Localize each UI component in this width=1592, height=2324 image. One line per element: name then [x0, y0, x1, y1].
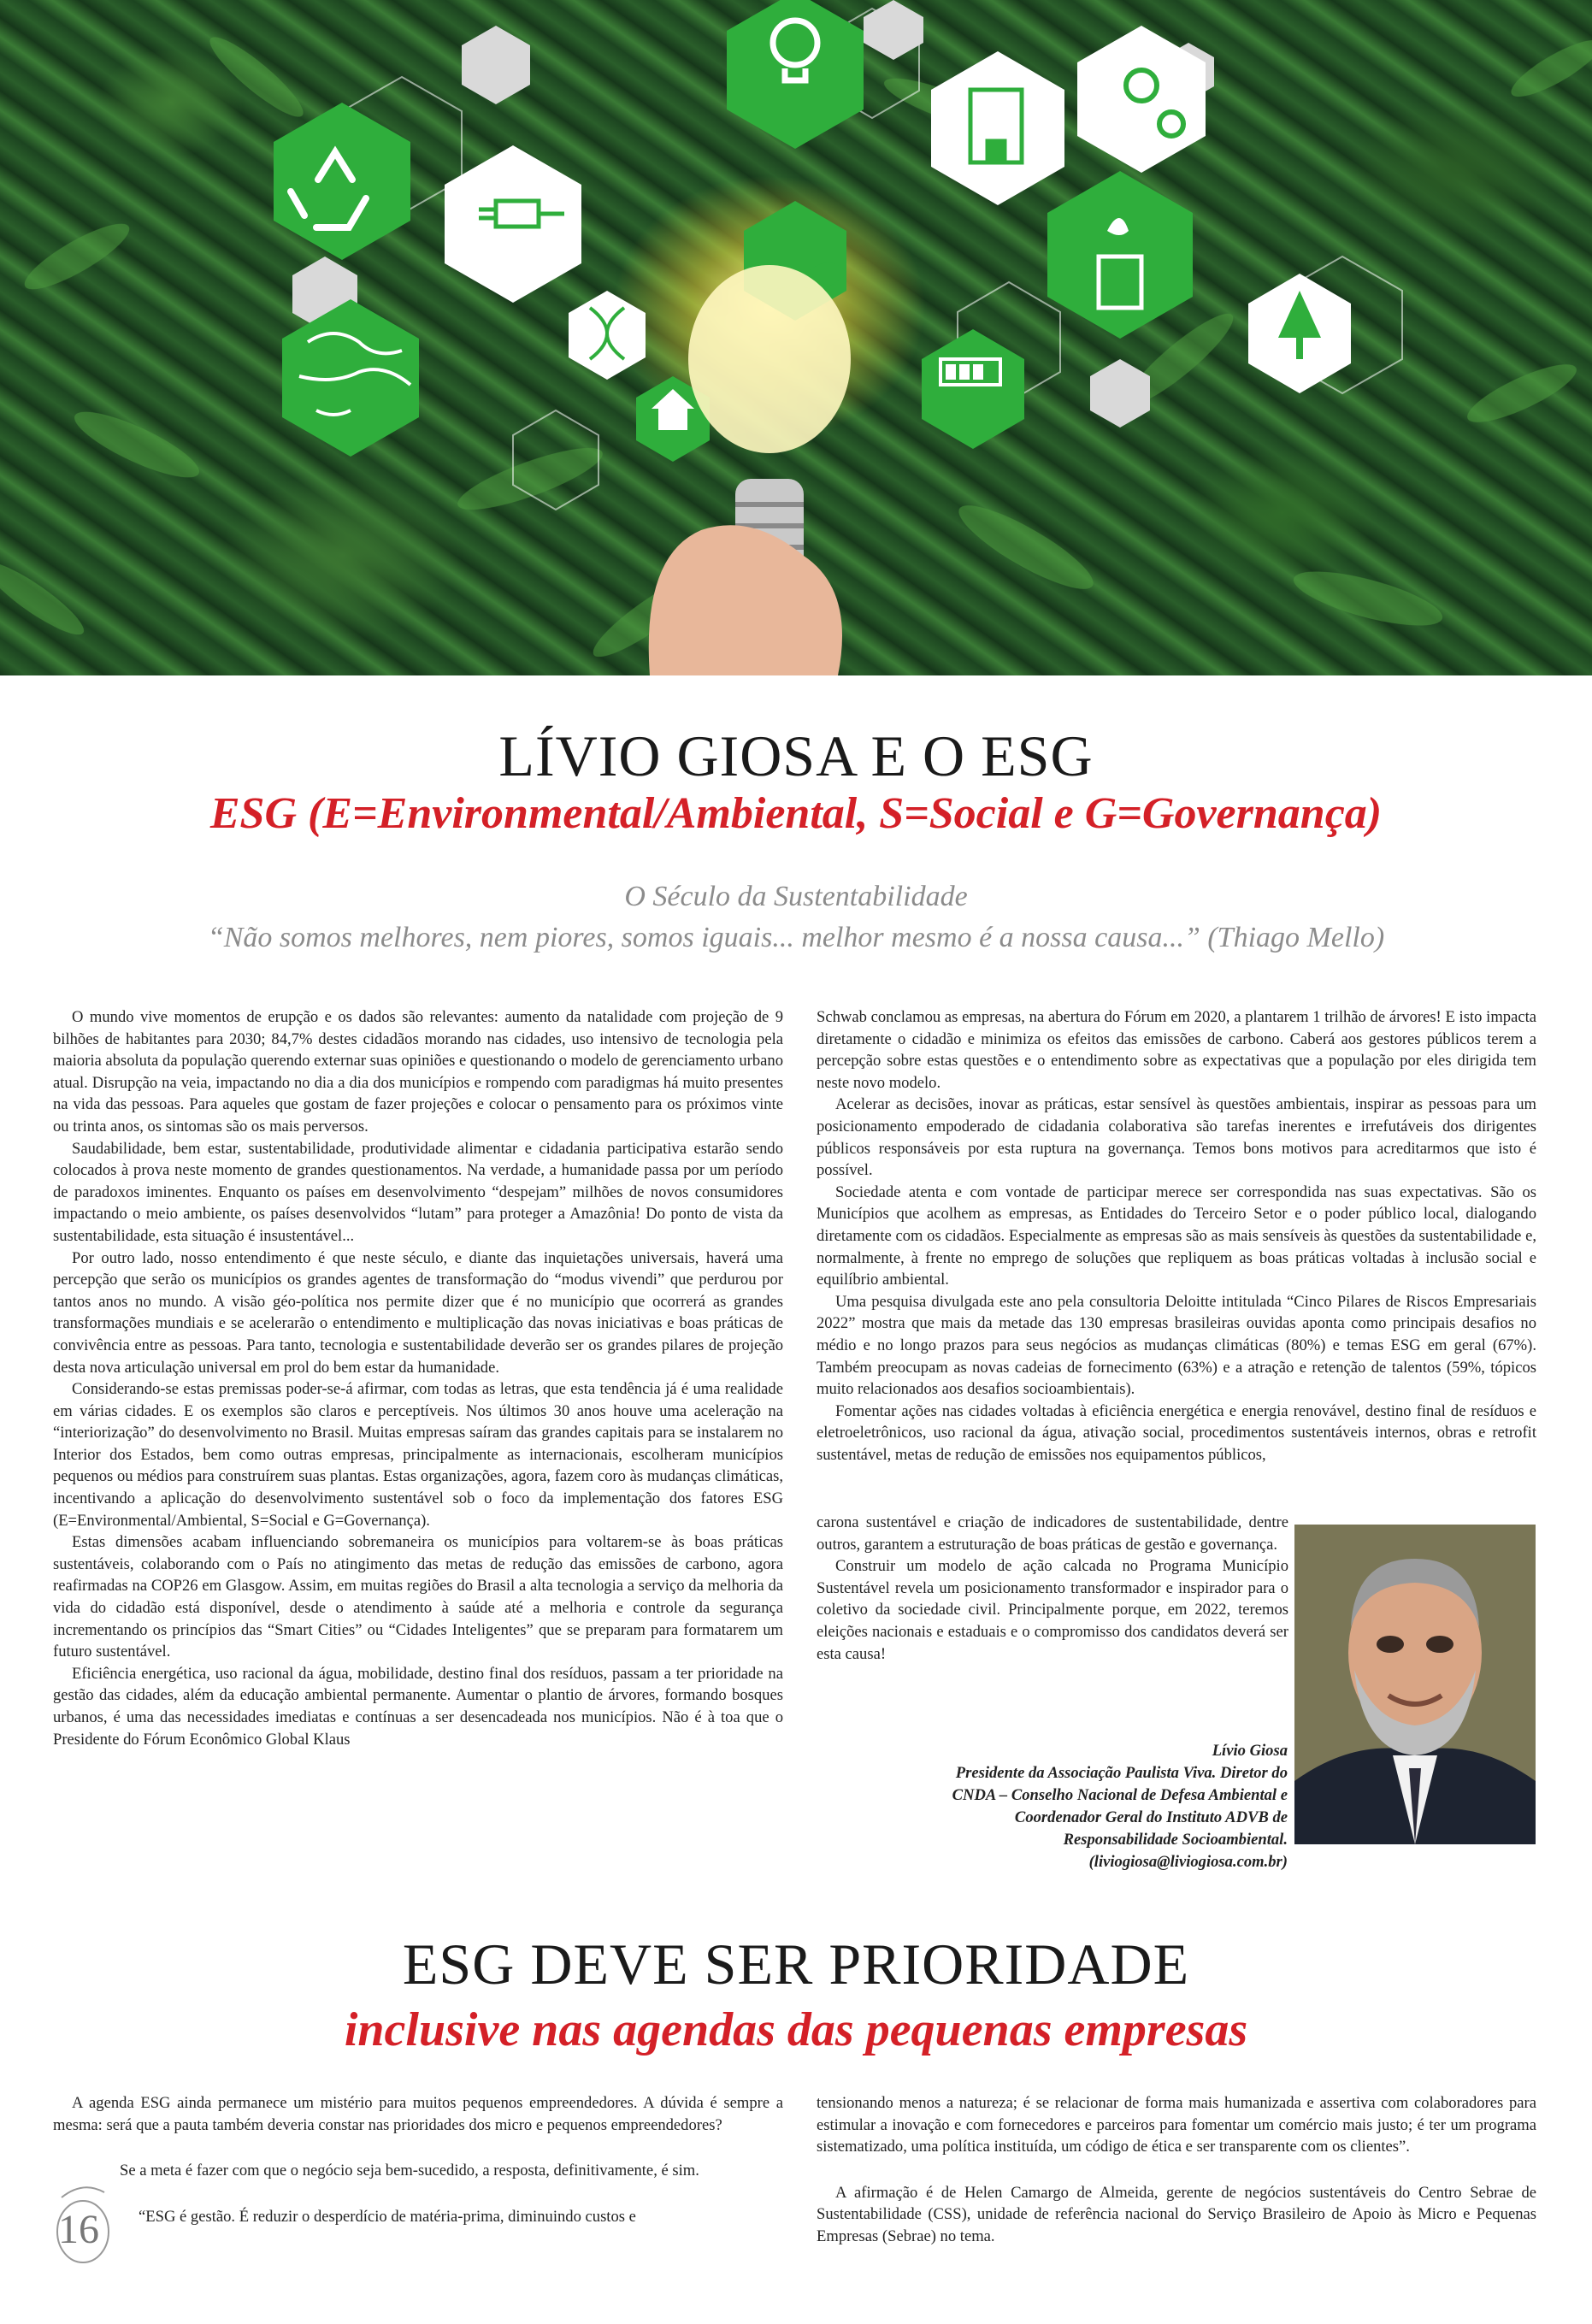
paragraph: Sociedade atenta e com vontade de participar merece ser correspondida nas suas expectativas. São os Municípios que acolhem as empresas, as Entidades do Terceiro Setor e o poder público local, dialogando diretamente com os cidadãos. Especialmente as empresas são as mais sensíveis às questões da sustentabilidade e, normalmente, à frente no emprego de soluções que repliquem as boas práticas voltadas à inclusão social e equilíbrio ambiental. [817, 1183, 1536, 1289]
paragraph: A afirmação é de Helen Camargo de Almeida, gerente de negócios sustentáveis do Centro Sebrae de Sustentabilidade (CSS), unidade de referência nacional do Serviço Brasileiro de Apoio às Micro e Pequenas Empresas (Sebrae) no tema. [817, 2183, 1536, 2245]
article1-title: LÍVIO GIOSA E O ESG [498, 723, 1094, 788]
paragraph: Uma pesquisa divulgada este ano pela consultoria Deloitte intitulada “Cinco Pilares de Riscos Empresariais 2022” mostra que mais da metade das 130 empresas brasileiras ouvidas aponta como principais desafios no médio e no longo prazos para seus negócios as mudanças climáticas (80%) e temas ESG em geral (67%). Também preocupam as novas cadeias de fornecimento (63%) e a atração e retenção de talentos (59%, tópicos muito relacionados aos desafios socioambientais). [817, 1292, 1536, 1399]
article1-column-left [53, 1006, 783, 1750]
article2-column-left [53, 2092, 783, 2227]
article1-column-right-wrap [817, 1512, 1288, 1665]
paragraph: Schwab conclamou as empresas, na abertura do Fórum em 2020, a plantarem 1 trilhão de árvores! E isto impacta diretamente o cidadão e minimiza os efeitos das emissões de carbono. Caberá aos gestores públicos terem a percepção sobre estas questões e o entendimento sobre as expectativas que a população por eles dirigida tem neste novo modelo. [817, 1008, 1536, 1092]
author-name: Lívio Giosa [1212, 1742, 1288, 1760]
page-number-badge [53, 2172, 113, 2266]
paragraph: Considerando-se estas premissas poder-se-á afirmar, com todas as letras, que esta tendência já é uma realidade em várias cidades. E os exemplos são claros e perceptíveis. Nos últimos 30 anos houve uma aceleração na “interiorização” do desenvolvimento no Brasil. Muitas empresas saíram das grandes capitais para se instalarem no Interior dos Estados, bem como outras empresas, principalmente as internacionais, escolheram municípios pequenos ou médios para construírem suas plantas. Estas organizações, agora, fazem coro às mudanças climáticas, incentivando a aplicação do desenvolvimento sustentável sob o foco da implementação dos fatores ESG (E=Environmental/Ambiental, S=Social e G=Governança). [53, 1380, 783, 1530]
article1-kicker: O Século da Sustentabilidade [624, 881, 968, 912]
paragraph: Construir um modelo de ação calcada no Programa Município Sustentável revela um posicionamento transformador e inspirador para o coletivo da sociedade civil. Principalmente porque, em 2022, teremos eleições nacionais e estaduais e o compromisso dos candidatos deverá ser esta causa! [817, 1557, 1288, 1663]
paragraph: Fomentar ações nas cidades voltadas à eficiência energética e energia renovável, destino final de resíduos e eletroeletrônicos, uso racional da água, ativação social, procedimentos sustentáveis internos, obras e retrofit sustentável, metas de redução de emissões nos equipamentos públicos, [817, 1401, 1536, 1464]
author-email: (liviogiosa@liviogiosa.com.br) [1088, 1853, 1288, 1871]
hand-with-lightbulb [649, 265, 851, 675]
paragraph: Saudabilidade, bem estar, sustentabilidade, produtividade alimentar e cidadania participativa estarão sendo colocados à prova neste momento de grandes questionamentos. Na verdade, a humanidade passa por um período de paradoxos iminentes. Enquanto os países em desenvolvimento “despejam” milhões de novos consumidores impactando o meio ambiente, os países desenvolvidos “lutam” para proteger a Amazônia! Do ponto de vista da sustentabilidade, esta situação é insustentável... [53, 1139, 783, 1245]
paragraph: Por outro lado, nosso entendimento é que neste século, e diante das inquietações universais, haverá uma percepção que serão os municípios os grandes agentes de transformação do “modus vivendi” que perdurou por tantos anos no mundo. A visão géo-política nos permite dizer que é no município que ocorrerá as grandes transformações mundiais e se acelerarão o entendimento e multiplicação das novas iniciativas e boas práticas de convivência entre as pessoas. Para tanto, tecnologia e sustentabilidade deverão ser os grandes pilares de projeção desta nova articulação universal em prol do bem estar da humanidade. [53, 1248, 783, 1377]
article1-quote: “Não somos melhores, nem piores, somos iguais... melhor mesmo é a nossa causa...” (Thiago Mello) [207, 922, 1385, 953]
page-number: 16 [58, 2207, 99, 2252]
author-role: Presidente da Associação Paulista Viva. Diretor do [955, 1764, 1288, 1782]
article2-column-right [817, 2092, 1536, 2248]
author-signature [769, 1740, 1288, 1873]
paragraph: A agenda ESG ainda permanece um mistério para muitos pequenos empreendedores. A dúvida é sempre a mesma: será que a pauta também deveria constar nas prioridades dos micro e pequenos empreendedores? [53, 2094, 783, 2134]
article2-subtitle: inclusive nas agendas das pequenas empresas [344, 2003, 1248, 2056]
paragraph: Se a meta é fazer com que o negócio seja bem-sucedido, a resposta, definitivamente, é sim. [120, 2162, 699, 2180]
hero-image [0, 0, 1592, 675]
paragraph: carona sustentável e criação de indicadores de sustentabilidade, dentre outros, garantem a estruturação de boas práticas de gestão e governança. [817, 1513, 1288, 1554]
paragraph: O mundo vive momentos de erupção e os dados são relevantes: aumento da natalidade com projeção de 9 bilhões de habitantes para 2030; 84,7% destes cidadãos morando nas cidades, uso intensivo de tecnologia pela maioria absoluta da população querendo externar suas opiniões e questionando o modelo de gerenciamento urbano atual. Disrupção na veia, impactando no dia a dia dos municípios e rompendo com paradigmas há muito presentes na vida das pessoas. Para aqueles que gostam de fazer projeções e colocar o pensamento para os próximos vinte ou trinta anos, os sintomas são os mais perversos. [53, 1008, 783, 1135]
author-role: Responsabilidade Socioambiental. [1063, 1831, 1288, 1849]
author-role: Coordenador Geral do Instituto ADVB de [1014, 1808, 1288, 1826]
author-role: CNDA – Conselho Nacional de Defesa Ambiental e [952, 1786, 1288, 1804]
paragraph: Estas dimensões acabam influenciando sobremaneira os municípios para voltarem-se às boas práticas sustentáveis, colaborando com o País no atingimento das metas de redução das emissões de carbono, agora reafirmadas na COP26 em Glasgow. Assim, em muitas regiões do Brasil a alta tecnologia a serviço da melhoria da vida do cidadão está disponível, desde o atendimento à saúde até a melhoria e controle da segurança incrementando os princípios das “Smart Cities” ou “Cidades Inteligentes” que se preparam para formatarem um futuro sustentável. [53, 1533, 783, 1661]
eco-icons-illustration [0, 0, 1592, 675]
paragraph: Eficiência energética, uso racional da água, mobilidade, destino final dos resíduos, passam a ter prioridade na gestão das cidades, além da educação ambiental permanente. Aumentar o plantio de árvores, formando bosques urbanos, é uma das necessidades imediatas e contínuas a ser desencadeada nos municípios. Não é à toa que o Presidente do Fórum Econômico Global Klaus [53, 1664, 783, 1749]
paragraph: “ESG é gestão. É reduzir o desperdício de matéria-prima, diminuindo custos e [139, 2207, 636, 2226]
paragraph: Acelerar as decisões, inovar as práticas, estar sensível às questões ambientais, inspirar as pessoas para um posicionamento empoderado de cidadania colaborativa são tarefas inerentes e irrefutáveis dos dirigentes públicos responsáveis por esta ruptura na governança. Temos bons motivos para acreditarmos que isto é possível. [817, 1095, 1536, 1180]
article1-column-right [817, 1006, 1536, 1466]
article1-subtitle: ESG (E=Environmental/Ambiental, S=Social e G=Governança) [209, 789, 1383, 838]
author-photo [1294, 1525, 1536, 1844]
article2-title: ESG DEVE SER PRIORIDADE [402, 1932, 1190, 1997]
paragraph: tensionando menos a natureza; é se relacionar de forma mais humanizada e assertiva com colaboradores para estimular a inovação e com fornecedores e parceiros para fomentar um comércio mais justo; é ter um programa sistematizado, uma política instituída, um código de ética e ser transparente com os clientes”. [817, 2094, 1536, 2156]
